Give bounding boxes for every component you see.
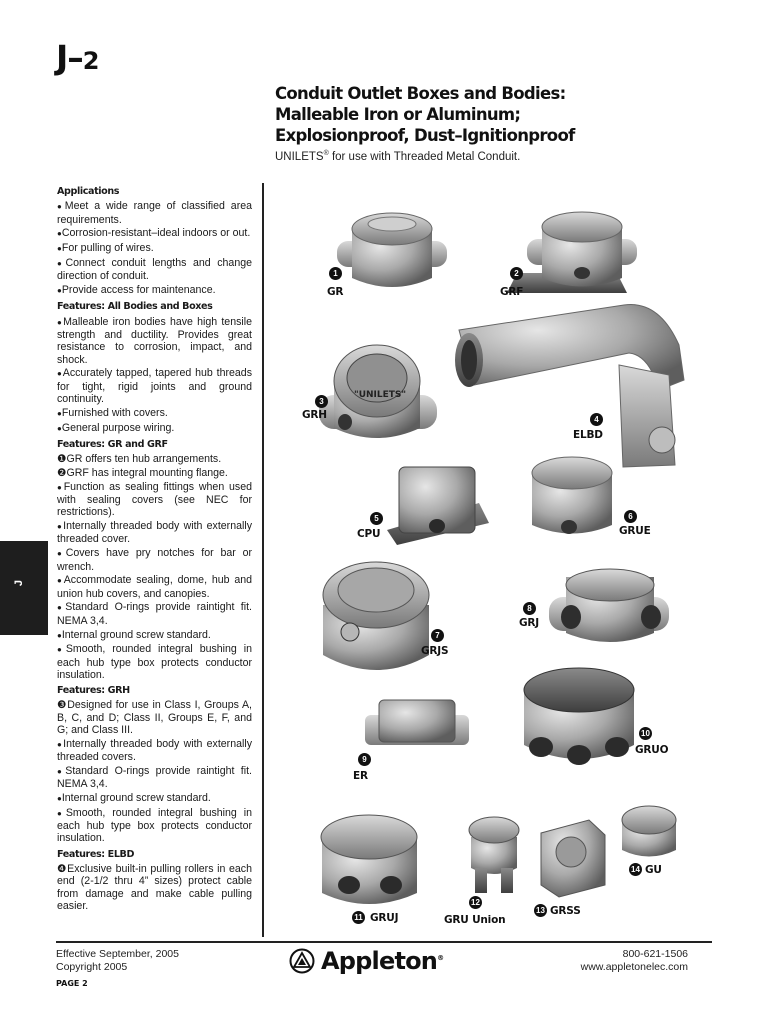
callout-number: 6	[624, 510, 637, 523]
product-label-grj: GRJ	[519, 617, 540, 629]
grh-fitting	[319, 345, 437, 438]
er-fitting	[365, 700, 469, 745]
grjs-fitting	[323, 562, 429, 670]
section-heading: Features: All Bodies and Boxes	[57, 301, 213, 313]
cpu-fitting	[387, 467, 489, 545]
product-label-gu: GU	[645, 864, 662, 876]
feature-item: ● Standard O-rings provide raintight fit. NEMA 3,4.	[57, 765, 252, 791]
callout-number: 12	[469, 896, 482, 909]
appleton-triangle-icon	[289, 948, 315, 974]
copyright: Copyright 2005	[56, 960, 128, 973]
section-heading: Features: GRH	[57, 685, 130, 697]
product-label-er: ER	[353, 770, 368, 782]
feature-item: ● Function as sealing fittings when used with sealing covers (see NEC for restrictions).	[57, 481, 252, 519]
callout-number: 4	[590, 413, 603, 426]
callout-number: 5	[370, 512, 383, 525]
grf-fitting	[507, 212, 637, 293]
product-label-grjs: GRJS	[421, 645, 449, 657]
product-label-gr: GR	[327, 286, 344, 298]
section-heading: Applications	[57, 186, 120, 197]
feature-item: ❹Exclusive built-in pulling rollers in each end (2-1/2 thru 4” sizes) protect cable from damage and make cable pulling easier.	[57, 863, 252, 912]
callout-number: 1	[329, 267, 342, 280]
callout-number: 2	[510, 267, 523, 280]
gruo-fitting	[524, 668, 634, 765]
feature-item: ● Meet a wide range of classified area requirements.	[57, 200, 252, 226]
subtitle: UNILETS® for use with Threaded Metal Conduit.	[275, 150, 521, 163]
grj-fitting	[549, 569, 669, 642]
feature-item: ● Covers have pry notches for bar or wrench.	[57, 547, 252, 573]
section-heading: Features: ELBD	[57, 848, 135, 860]
footer-contact	[581, 948, 688, 973]
page-footer-number: PAGE 2	[56, 979, 88, 988]
feature-item: ● Internally threaded body with externally threaded cover.	[57, 520, 252, 546]
elbd-fitting	[455, 305, 684, 468]
callout-number: 11	[352, 911, 365, 924]
feature-item: ● Internal ground screw standard.	[57, 629, 252, 642]
feature-item: ● General purpose wiring.	[57, 422, 252, 435]
title-line: Conduit Outlet Boxes and Bodies:	[275, 84, 566, 103]
feature-item: ● Smooth, rounded integral bushing in each hub type box protects conductor insulation.	[57, 807, 252, 845]
section-heading: Features: GR and GRF	[57, 438, 168, 450]
product-label-grh: GRH	[302, 409, 327, 421]
gr-fitting	[337, 213, 447, 287]
feature-item: ❶GR offers ten hub arrangements.	[57, 453, 222, 466]
section-side-tab: J	[0, 541, 48, 635]
feature-item: ● Internal ground screw standard.	[57, 792, 252, 805]
grue-fitting	[532, 457, 612, 534]
gu-fitting	[622, 806, 676, 857]
footer-rule	[56, 941, 712, 943]
product-photo	[279, 185, 690, 935]
product-label-gruo: GRUO	[635, 744, 669, 756]
product-label-elbd: ELBD	[573, 429, 603, 441]
product-label-grue: GRUE	[619, 525, 651, 537]
product-label-grf: GRF	[500, 286, 524, 298]
callout-number: 10	[639, 727, 652, 740]
page-number: J–2	[56, 38, 100, 77]
feature-column	[57, 186, 252, 914]
effective-date: Effective September, 2005	[56, 948, 179, 960]
appleton-logo	[289, 947, 443, 975]
callout-number: 8	[523, 602, 536, 615]
gruj-fitting	[321, 815, 417, 904]
grss-fitting	[541, 820, 605, 897]
feature-item: ● Furnished with covers.	[57, 407, 252, 420]
title-line: Malleable Iron or Aluminum;	[275, 105, 521, 124]
feature-item: ● Provide access for maintenance.	[57, 284, 252, 297]
gru-union-fitting	[469, 817, 519, 893]
feature-item: ● Accommodate sealing, dome, hub and union hub covers, and canopies.	[57, 574, 252, 600]
product-label-grss: GRSS	[550, 905, 581, 917]
feature-item: ● Smooth, rounded integral bushing in each hub type box protects conductor insulation.	[57, 643, 252, 681]
feature-item: ❷GRF has integral mounting flange.	[57, 466, 228, 479]
phone-number: 800-621-1506	[622, 948, 688, 960]
page-title-block	[275, 83, 715, 163]
title-line: Explosionproof, Dust–Ignitionproof	[275, 126, 575, 145]
footer-dates	[56, 948, 179, 973]
feature-item: ● Internally threaded body with externally threaded covers.	[57, 738, 252, 764]
column-divider	[262, 183, 264, 937]
product-label-gru-union: GRU Union	[444, 914, 506, 926]
product-label-cpu: CPU	[357, 528, 381, 540]
website-link[interactable]: www.appletonelec.com	[580, 960, 688, 973]
callout-number: 14	[629, 863, 642, 876]
feature-item: ● Malleable iron bodies have high tensile strength and ductility. Provides great resistance to corrosion, impact, and shock.	[57, 316, 252, 366]
callout-number: 13	[534, 904, 547, 917]
unilets-cap-text: "UNILETS"	[354, 390, 407, 400]
feature-item: ❸Designed for use in Class I, Groups A, B, C, and D; Class II, Groups E, F, and G; and Class III.	[57, 699, 252, 737]
feature-item: ● For pulling of wires.	[57, 242, 252, 255]
brand-name: Appleton®	[321, 947, 444, 975]
callout-number: 3	[315, 395, 328, 408]
callout-number: 7	[431, 629, 444, 642]
feature-item: ● Connect conduit lengths and change direction of conduit.	[57, 257, 252, 283]
feature-item: ● Accurately tapped, tapered hub threads for tight, rigid joints and ground continuity.	[57, 367, 252, 405]
callout-number: 9	[358, 753, 371, 766]
product-label-gruj: GRUJ	[370, 912, 399, 924]
feature-item: ● Standard O-rings provide raintight fit. NEMA 3,4.	[57, 601, 252, 627]
feature-item: ● Corrosion-resistant–ideal indoors or out.	[57, 227, 252, 240]
